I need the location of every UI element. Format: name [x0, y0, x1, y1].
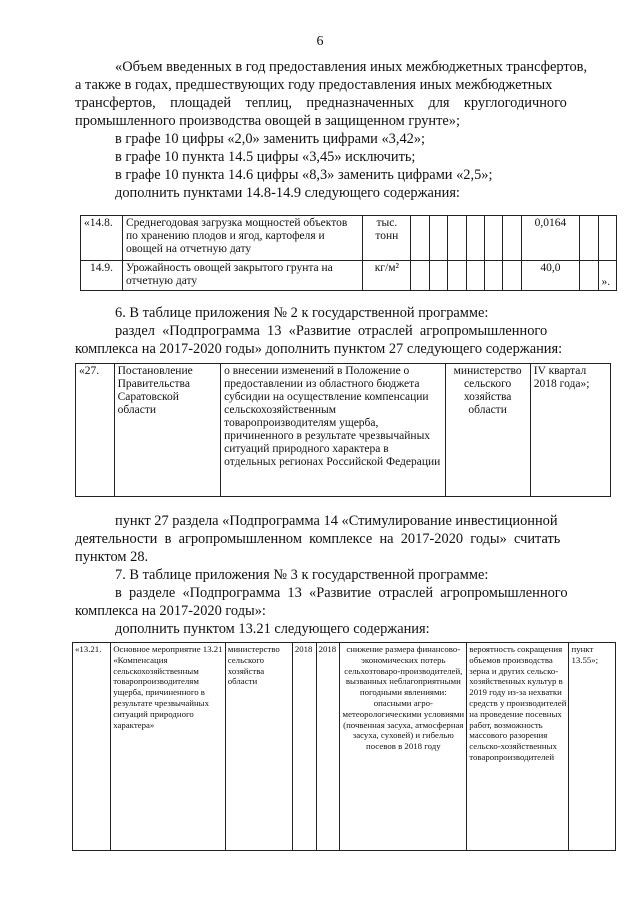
- empty-cell: [503, 261, 521, 291]
- close-cell: [598, 216, 616, 261]
- section-text: комплекса на 2017-2020 годы» дополнить пунктом 27 следующего содержания:: [75, 341, 563, 357]
- empty-cell: [466, 216, 484, 261]
- unit: кг/м²: [363, 261, 411, 291]
- indicator-name: Урожайность овощей закрытого грунта на отчетную дату: [122, 261, 362, 291]
- close-cell: ».: [598, 261, 616, 291]
- empty-cell: [485, 261, 503, 291]
- section-text: деятельности в агропромышленном комплексе на 2017-2020 годы» считать: [75, 531, 561, 547]
- row-number: «14.8.: [81, 216, 123, 261]
- measure-name: Основное мероприятие 13.21 «Компенсация сельскохозяйственным товаропроизводителям ущерба, причиненного в результате чрезвычайных ситуаций природного характера»: [111, 643, 226, 851]
- edit-line: в графе 10 цифры «2,0» заменить цифрами «3,42»;: [115, 131, 426, 147]
- executor: министерство сельского хозяйства области: [445, 364, 530, 497]
- start-year: 2018: [292, 643, 316, 851]
- quote-line: а также в годах, предшествующих году предоставления иных межбюджетных: [75, 77, 553, 93]
- edit-line: в графе 10 пункта 14.6 цифры «8,3» заменить цифрами «2,5»;: [115, 167, 493, 183]
- empty-cell: [411, 261, 429, 291]
- section-text: дополнить пунктом 13.21 следующего содержания:: [115, 621, 430, 637]
- section-6: [75, 304, 600, 358]
- table-row: [73, 643, 616, 851]
- empty-cell: [503, 216, 521, 261]
- executor: министерство сельского хозяйства области: [225, 643, 292, 851]
- section-text: комплекса на 2017-2020 годы»:: [75, 603, 266, 619]
- measures-table: [72, 642, 616, 851]
- row-number: 14.9.: [81, 261, 123, 291]
- empty-cell: [580, 216, 598, 261]
- consequences: вероятность сокращения объемов производства зерна и других сельско-хозяйственных культур в 2019 году из-за нехватки средств у производителей на проведение посевных работ, возможность массового разорения сельско-хозяйственных товаропроизводителей: [467, 643, 569, 851]
- quote-line: «Объем введенных в год предоставления иных межбюджетных трансфертов,: [115, 59, 588, 75]
- page-number: 6: [316, 34, 324, 49]
- end-year: 2018: [316, 643, 340, 851]
- empty-cell: [448, 261, 466, 291]
- unit: тыс. тонн: [363, 216, 411, 261]
- document-type: Постановление Правительства Саратовской области: [114, 364, 221, 497]
- table-row: [76, 364, 611, 497]
- empty-cell: [448, 216, 466, 261]
- edit-line: дополнить пунктами 14.8-14.9 следующего содержания:: [115, 185, 460, 201]
- deadline: IV квартал 2018 года»;: [530, 364, 610, 497]
- value: 0,0164: [521, 216, 579, 261]
- quote-line: трансфертов, площадей теплиц, предназначенных для круглогодичного: [75, 95, 567, 111]
- quote-line: промышленного производства овощей в защищенном грунте»;: [75, 113, 460, 129]
- events-table: [75, 363, 611, 497]
- row-number: «27.: [76, 364, 115, 497]
- section-text: пункт 27 раздела «Подпрограмма 14 «Стимулирование инвестиционной: [115, 513, 558, 529]
- value: 40,0: [521, 261, 579, 291]
- section-7: [75, 512, 600, 638]
- section-text: пунктом 28.: [75, 549, 149, 565]
- edit-line: в графе 10 пункта 14.5 цифры «3,45» исключить;: [115, 149, 416, 165]
- indicator-name: Среднегодовая загрузка мощностей объектов по хранению плодов и ягод, картофеля и овощей на отчетную дату: [122, 216, 362, 261]
- section-text: в разделе «Подпрограмма 13 «Развитие отраслей агропромышленного: [115, 585, 568, 601]
- table-row: [81, 261, 617, 291]
- empty-cell: [485, 216, 503, 261]
- expected-result: снижение размера финансово-экономических потерь сельхозтоваро-производителей, вызванных неблагоприятными погодными явлениями: опасными агро-метеорологическими условиями (почвенная засуха, атмосферная засуха, суховей) и гибелью посевов в 2018 году: [340, 643, 467, 851]
- section-heading: 7. В таблице приложения № 3 к государственной программе:: [115, 567, 489, 583]
- empty-cell: [429, 261, 447, 291]
- table-row: [81, 216, 617, 261]
- document-title: о внесении изменений в Положение о предоставлении из областного бюджета субсидии на осуществление компенсации сельскохозяйственным товаропроизводителям ущерба, причиненного в результате чрезвычайных ситуаций природного характера в отдельных регионах Российской Федерации: [221, 364, 445, 497]
- empty-cell: [580, 261, 598, 291]
- row-number: «13.21.: [73, 643, 111, 851]
- section-heading: 6. В таблице приложения № 2 к государственной программе:: [115, 305, 489, 321]
- indicators-table: [80, 215, 617, 291]
- empty-cell: [466, 261, 484, 291]
- section-text: раздел «Подпрограмма 13 «Развитие отраслей агропромышленного: [115, 323, 548, 339]
- empty-cell: [411, 216, 429, 261]
- empty-cell: [429, 216, 447, 261]
- linked-indicator: пункт 13.55»;: [569, 643, 616, 851]
- intro-block: [75, 58, 600, 202]
